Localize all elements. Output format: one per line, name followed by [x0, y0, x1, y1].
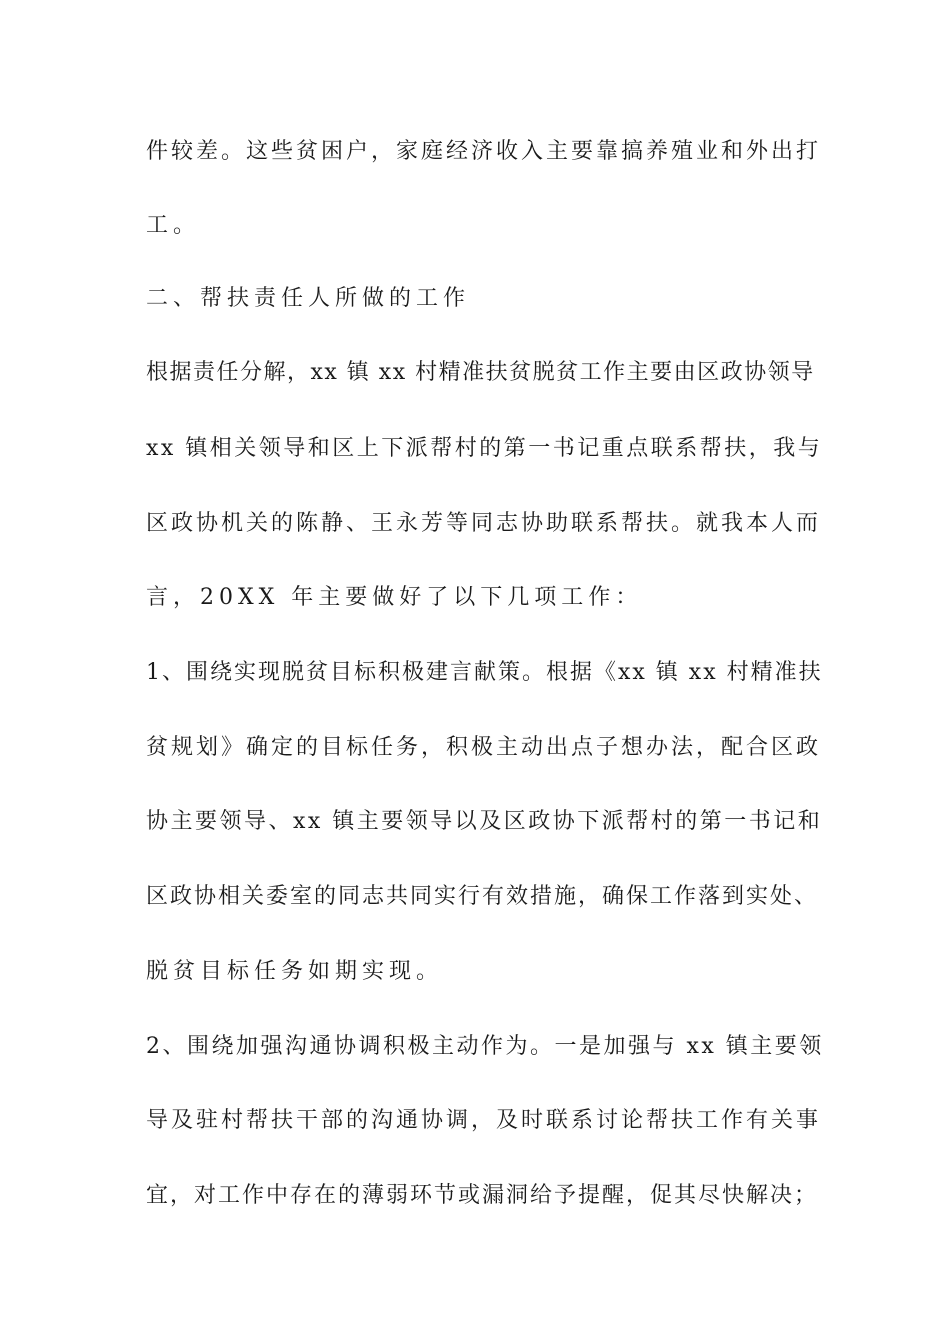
text-line: xx 镇相关领导和区上下派帮村的第一书记重点联系帮扶，我与: [146, 436, 823, 461]
text-line: 协主要领导、xx 镇主要领导以及区政协下派帮村的第一书记和: [146, 809, 823, 834]
text-line: 导及驻村帮扶干部的沟通协调，及时联系讨论帮扶工作有关事: [146, 1108, 822, 1133]
text-line: 脱贫目标任务如期实现。: [146, 959, 444, 984]
text-line: 1、围绕实现脱贫目标积极建言献策。根据《xx 镇 xx 村精准扶: [146, 660, 823, 685]
text-line: 根据责任分解，xx 镇 xx 村精准扶贫脱贫工作主要由区政协领导: [146, 360, 815, 385]
section-heading: 二、帮扶责任人所做的工作: [146, 286, 471, 311]
text-line: 言，20XX 年主要做好了以下几项工作：: [146, 585, 643, 610]
text-line: 工。: [146, 213, 201, 238]
text-line: 件较差。这些贫困户，家庭经济收入主要靠搞养殖业和外出打: [146, 139, 822, 164]
text-line: 贫规划》确定的目标任务，积极主动出点子想办法，配合区政: [146, 735, 822, 760]
text-line: 区政协机关的陈静、王永芳等同志协助联系帮扶。就我本人而: [146, 511, 822, 536]
text-line: 区政协相关委室的同志共同实行有效措施，确保工作落到实处、: [146, 884, 819, 909]
text-line: 宜，对工作中存在的薄弱环节或漏洞给予提醒，促其尽快解决；: [146, 1183, 819, 1208]
text-line: 2、围绕加强沟通协调积极主动作为。一是加强与 xx 镇主要领: [146, 1034, 824, 1059]
